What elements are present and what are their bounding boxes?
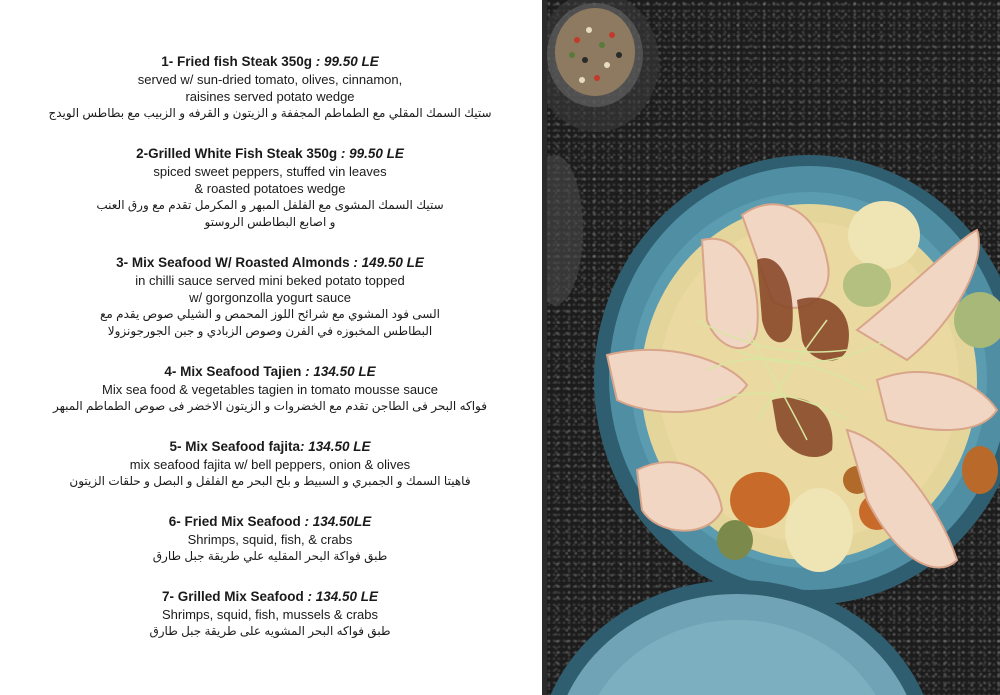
item-price: : 99.50 LE xyxy=(312,54,379,69)
item-title xyxy=(40,362,500,381)
second-bowl xyxy=(547,580,937,695)
item-description: Shrimps, squid, fish, mussels & crabs xyxy=(161,607,379,622)
item-description: raisines served potato wedge xyxy=(185,89,355,104)
item-name: 7- Grilled Mix Seafood xyxy=(161,589,304,604)
item-description: mix seafood fajita w/ bell peppers, onion & olives xyxy=(129,457,411,472)
menu-item xyxy=(40,362,500,415)
item-name: 6- Fried Mix Seafood xyxy=(168,514,301,529)
item-price: : 99.50 LE xyxy=(337,146,404,161)
item-title xyxy=(40,437,500,456)
seafood-dish-illustration xyxy=(547,0,1000,695)
item-title xyxy=(40,144,500,163)
item-name: 4- Mix Seafood Tajien xyxy=(164,364,302,379)
item-name: 1- Fried fish Steak 350g xyxy=(161,54,312,69)
item-description-arabic: فواكه البحر فى الطاجن تقدم مع الخضروات و الزيتون الاخضر فى صوص الطماطم المبهر xyxy=(53,399,487,413)
item-title xyxy=(40,512,500,531)
item-description-arabic: طبق فواكه البحر المشويه على طريقة جبل طارق xyxy=(149,624,391,638)
item-description-arabic: البطاطس المخبوزه في الفرن وصوص الزبادي و جبن الجورجونزولا xyxy=(107,324,433,338)
item-price: : 134.50 LE xyxy=(301,364,376,379)
menu-item xyxy=(40,587,500,640)
menu-item xyxy=(40,144,500,231)
item-description: & roasted potatoes wedge xyxy=(194,181,346,196)
item-description-arabic: ستيك السمك المقلي مع الطماطم المجففة و الزيتون و القرفه و الزبيب مع بطاطس الويدج xyxy=(48,106,492,120)
item-description-arabic: السى فود المشوي مع شرائح اللوز المحمص و الشيلي صوص يقدم مع xyxy=(100,307,440,321)
item-title xyxy=(40,52,500,71)
item-description-arabic: ستيك السمك المشوى مع الفلفل المبهر و المكرمل تقدم مع ورق العنب xyxy=(96,198,444,212)
item-description: in chilli sauce served mini beked potato topped xyxy=(135,273,405,288)
item-description-arabic: فاهيتا السمك و الجمبري و السبيط و بلح البحر مع الفلفل و البصل و حلقات الزيتون xyxy=(69,474,471,488)
item-title xyxy=(40,253,500,272)
item-price: : 134.50LE xyxy=(300,514,372,529)
item-name: 2-Grilled White Fish Steak 350g xyxy=(136,146,338,161)
item-description-arabic: و اصابع البطاطس الروستو xyxy=(204,215,336,229)
item-title xyxy=(40,587,500,606)
item-description: Shrimps, squid, fish, & crabs xyxy=(187,532,353,547)
item-price: : 149.50 LE xyxy=(349,255,424,270)
menu-item xyxy=(40,512,500,565)
item-price: : 134.50 LE xyxy=(303,589,379,604)
menu-item xyxy=(40,437,500,490)
item-name: 5- Mix Seafood fajita xyxy=(169,439,300,454)
menu-item xyxy=(40,253,500,340)
item-description: spiced sweet peppers, stuffed vin leaves xyxy=(153,164,387,179)
item-description: served w/ sun-dried tomato, olives, cinnamon, xyxy=(137,72,403,87)
item-price: : 134.50 LE xyxy=(299,439,371,454)
food-photo xyxy=(547,0,1000,695)
menu-list xyxy=(40,52,500,662)
item-description-arabic: طبق فواكة البحر المقليه علي طريقة جبل طارق xyxy=(152,549,388,563)
spice-glass xyxy=(547,0,659,132)
item-name: 3- Mix Seafood W/ Roasted Almonds xyxy=(116,255,350,270)
item-description: w/ gorgonzolla yogurt sauce xyxy=(189,290,351,305)
glass-edge xyxy=(547,155,583,305)
item-description: Mix sea food & vegetables tagien in tomato mousse sauce xyxy=(101,382,439,397)
menu-item xyxy=(40,52,500,122)
